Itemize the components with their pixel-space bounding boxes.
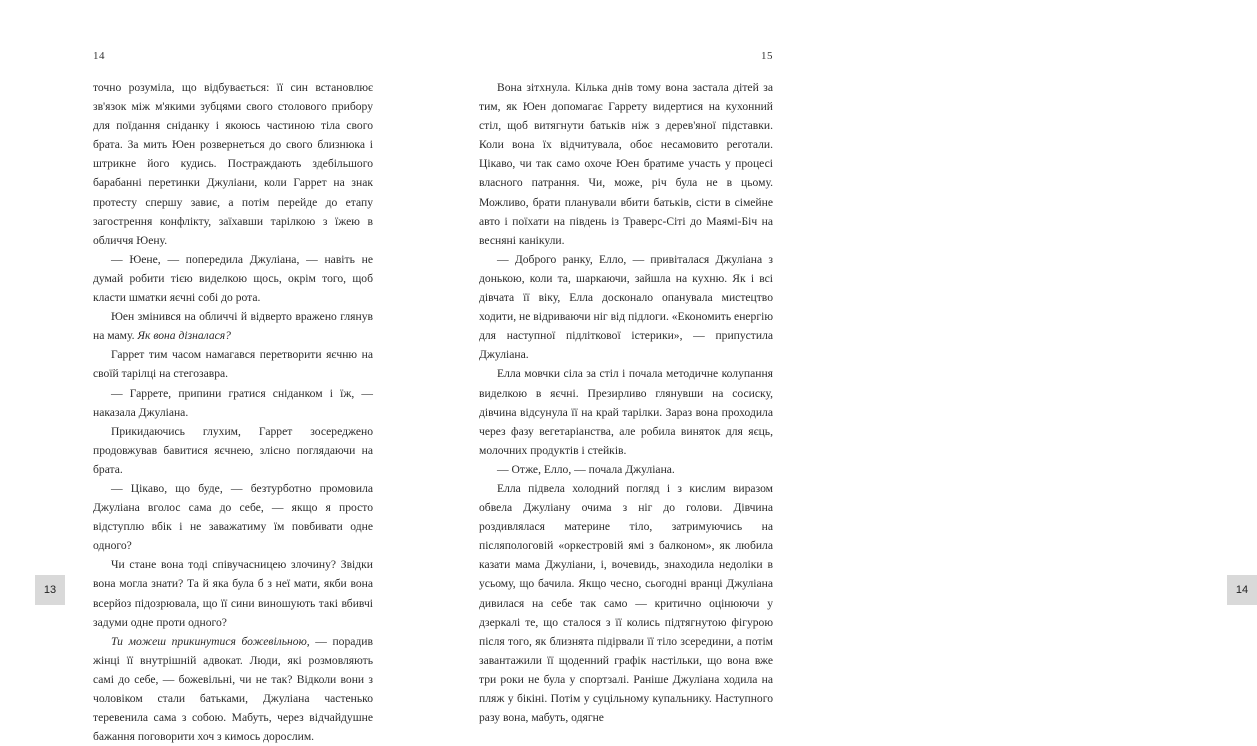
- paragraph: [479, 479, 773, 727]
- right-page: [433, 0, 1249, 725]
- text-run: — Цікаво, що буде, — безтурботно промовила Джуліана вголос сама до себе, — якщо я просто відступлю вбік і не заважатиму їм повбивати одне одного?: [93, 481, 373, 553]
- text-run: Елла мовчки сіла за стіл і почала методичне колупання виделкою в яєчні. Презирливо глянувши на сосиску, дівчина відсунула її на край тарілки. Зараз вона проходила через фазу вегетаріанства, але робила виняток для яєць, молочних продуктів і стейків.: [479, 367, 773, 457]
- text-run: Елла підвела холодний погляд і з кислим виразом обвела Джуліану очима з ніг до голови. Дівчина роздивлялася материне тіло, затримуючись на післяпологовій «оркестровій ямі з балконом», як любила казати мама Джуліани, і, вочевидь, знаходила недоліки в усьому, що бачила. Якщо чесно, сьогодні вранці Джуліана дивилася на себе так само — критично оцінюючи у дзеркалі те, що сталося з її колись підтягнутою фігурою після того, як близнята підірвали її тіло зсередини, а потім завантажили її щоденний графік настільки, що вона вже три роки не була у спортзалі. Раніше Джуліана ходила на пляж у бікіні. Потім у суцільному купальнику. Наступного разу вона, мабуть, одягне: [479, 481, 773, 725]
- text-run: Юен змінився на обличчі й відверто вражено глянув на маму.: [93, 310, 373, 343]
- text-run: Прикидаючись глухим, Гаррет зосереджено продовжував бавитися яєчнею, злісно поглядаючи на брата.: [93, 424, 373, 476]
- italic-text: Ти можеш прикинутися божевільною,: [111, 634, 310, 648]
- text-run: — Юене, — попередила Джуліана, — навіть не думай робити тією виделкою щось, окрім того, щоб класти шматки яєчні собі до рота.: [93, 252, 373, 305]
- text-run: — Доброго ранку, Елло, — привіталася Джуліана з донькою, коли та, шаркаючи, зайшла на кухню. Як і всі дівчата її віку, Елла досконало опанувала мистецтво ходити, не відриваючи ніг від підлоги. «Економить енергію для наступної підліткової істерики», — припустила Джуліана.: [479, 252, 773, 362]
- left-page: [0, 0, 433, 744]
- paragraph: [479, 78, 773, 250]
- paragraph: [93, 422, 373, 479]
- text-run: Чи стане вона тоді співучасницею злочину? Звідки вона могла знати? Та й яка була б з неї мати, якби вона всерйоз підозрювала, що її сини виношують такі вбивчі задуми одне проти одного?: [93, 558, 373, 629]
- paragraph: [93, 632, 373, 746]
- text-run: Гаррет тим часом намагався перетворити яєчню на своїй тарілці на стегозавра.: [93, 348, 373, 381]
- paragraph: [93, 250, 373, 307]
- page-badge-left[interactable]: 13: [35, 575, 65, 605]
- paragraph: [479, 364, 773, 459]
- text-run: — порадив жінці її внутрішній адвокат. Люди, які розмовляють самі до себе, — божевільні, чи не так? Відколи вони з чоловіком стали батьками, Джуліана частенько теревенила сама з собою. Мабуть, через відчайдушне бажання поговорити хоч з кимось дорослим.: [93, 634, 373, 744]
- paragraph: [93, 78, 373, 250]
- text-run: точно розуміла, що відбувається: її син встановлює зв'язок між м'якими зубцями свого столового прибору для поїдання сніданку і якоюсь частиною тіла свого брата. За мить Юен розвернеться до свого близнюка і штрикне його кудись. Постраждають здебільшого барабанні перетинки Джуліани, коли Гаррет на знак протесту спершу завиє, а потім перейде до етапу загострення конфлікту, заїхавши тарілкою з їжею в обличчя Юену.: [93, 81, 373, 247]
- text-run: — Гаррете, припини гратися сніданком і їж, — наказала Джуліана.: [93, 386, 373, 419]
- page-number-left: 14: [93, 50, 105, 62]
- italic-text: Як вона дізналася?: [137, 329, 231, 343]
- paragraph: [93, 307, 373, 345]
- paragraph: [93, 345, 373, 383]
- paragraph: [93, 555, 373, 631]
- page-badge-right[interactable]: 14: [1227, 575, 1257, 605]
- paragraph: [93, 479, 373, 555]
- page-number-right: 15: [761, 50, 773, 62]
- left-page-text: [93, 78, 373, 746]
- text-run: Вона зітхнула. Кілька днів тому вона застала дітей за тим, як Юен допомагає Гаррету видертися на кухонний стіл, щоб витягнути батьків ніж з дерев'яної підставки. Коли вона їх відчитувала, обоє несамовито реготали. Цікаво, чи так само охоче Юен братиме участь у процесі власного патрання. Чи, може, річ була не в цьому. Можливо, брати планували вбити батьків, сісти в сімейне авто і поїхати на південь із Траверс-Сіті до Маямі-Біч на весняні канікули.: [479, 81, 773, 247]
- paragraph: [479, 460, 773, 479]
- text-run: — Отже, Елло, — почала Джуліана.: [497, 462, 675, 476]
- right-page-text: [479, 78, 773, 727]
- paragraph: [93, 384, 373, 422]
- paragraph: [479, 250, 773, 365]
